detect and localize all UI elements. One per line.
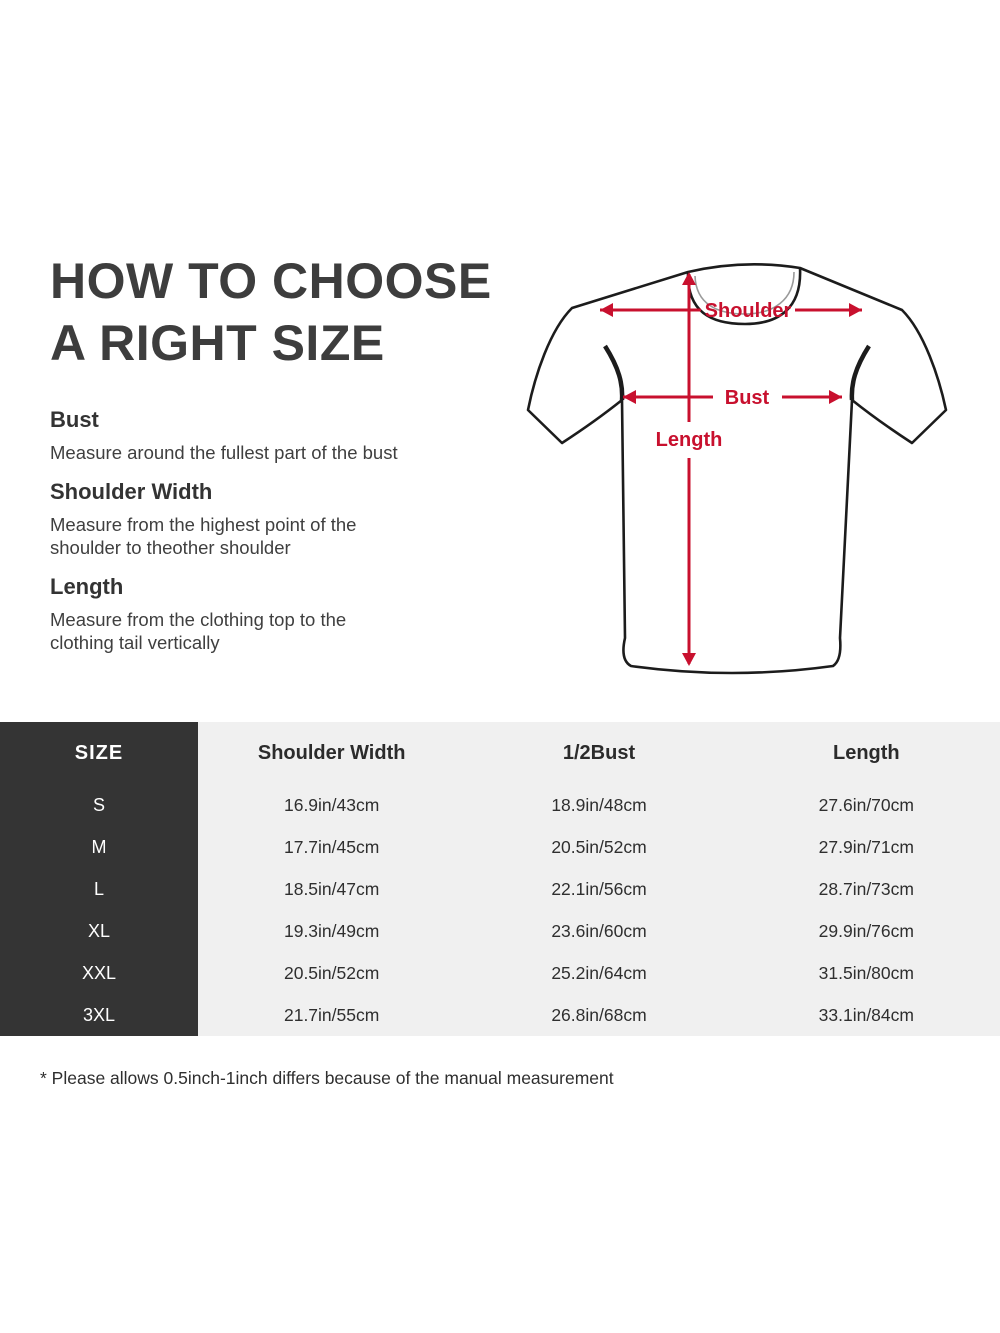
- cell-xxl-shoulder: 20.5in/52cm: [283, 962, 380, 983]
- cell-xl-bust: 23.6in/60cm: [551, 920, 647, 941]
- size-label-m: M: [0, 826, 198, 868]
- cell-3xl-shoulder: 21.7in/55cm: [283, 1004, 380, 1025]
- instruction-bust: [50, 407, 480, 464]
- bust-arrow-label: Bust: [724, 387, 770, 409]
- cell-3xl-length: 33.1in/84cm: [818, 1004, 914, 1025]
- size-table-header-row: [0, 722, 1000, 784]
- tshirt-measurement-diagram: [515, 250, 955, 690]
- cell-xl-shoulder: 19.3in/49cm: [283, 920, 380, 941]
- header-half-bust: 1/2Bust: [562, 741, 636, 764]
- instruction-bust-heading: Bust: [50, 407, 99, 432]
- instruction-shoulder-heading: Shoulder Width: [50, 479, 213, 504]
- cell-m-bust: 20.5in/52cm: [551, 836, 647, 857]
- measurement-disclaimer: * Please allows 0.5inch-1inch differs because of the manual measurement: [40, 1068, 614, 1088]
- length-arrow-label: Length: [655, 429, 723, 451]
- size-label-xl: XL: [0, 910, 198, 952]
- cell-s-bust: 18.9in/48cm: [551, 794, 647, 815]
- table-row-l: [0, 868, 1000, 910]
- cell-s-length: 27.6in/70cm: [818, 794, 914, 815]
- cell-xxl-bust: 25.2in/64cm: [551, 962, 647, 983]
- instruction-shoulder-width: [50, 479, 480, 559]
- shoulder-arrow-label: Shoulder: [704, 300, 792, 322]
- tshirt-outline-icon: [528, 264, 946, 673]
- page-title-line2: A RIGHT SIZE: [50, 315, 385, 371]
- page-title: [50, 250, 492, 374]
- cell-s-shoulder: 16.9in/43cm: [283, 794, 380, 815]
- cell-xxl-length: 31.5in/80cm: [818, 962, 914, 983]
- cell-m-shoulder: 17.7in/45cm: [283, 836, 380, 857]
- tshirt-diagram-svg: [515, 250, 955, 690]
- table-row-xxl: [0, 952, 1000, 994]
- size-table: [0, 722, 1000, 1036]
- table-row-m: [0, 826, 1000, 868]
- size-label-l: L: [0, 868, 198, 910]
- size-label-3xl: 3XL: [0, 994, 198, 1036]
- instruction-length-text-line2: clothing tail vertically: [50, 632, 220, 653]
- instruction-length-heading: Length: [50, 574, 124, 599]
- table-row-s: [0, 784, 1000, 826]
- instruction-shoulder-text-line2: shoulder to theother shoulder: [50, 537, 291, 558]
- instruction-length: [50, 574, 480, 654]
- cell-3xl-bust: 26.8in/68cm: [551, 1004, 647, 1025]
- measurement-instructions: [50, 407, 480, 669]
- header-size: SIZE: [0, 722, 198, 784]
- cell-l-bust: 22.1in/56cm: [551, 878, 647, 899]
- instruction-shoulder-text-line1: Measure from the highest point of the: [50, 514, 357, 535]
- cell-xl-length: 29.9in/76cm: [818, 920, 914, 941]
- instruction-bust-text: Measure around the fullest part of the bust: [50, 442, 398, 463]
- header-length: Length: [832, 741, 900, 764]
- cell-m-length: 27.9in/71cm: [818, 836, 914, 857]
- size-label-s: S: [0, 784, 198, 826]
- page-title-line1: HOW TO CHOOSE: [50, 253, 492, 309]
- table-row-3xl: [0, 994, 1000, 1036]
- cell-l-length: 28.7in/73cm: [818, 878, 914, 899]
- header-shoulder-width: Shoulder Width: [257, 741, 406, 764]
- cell-l-shoulder: 18.5in/47cm: [283, 878, 380, 899]
- size-label-xxl: XXL: [0, 952, 198, 994]
- instruction-length-text-line1: Measure from the clothing top to the: [50, 609, 347, 630]
- table-row-xl: [0, 910, 1000, 952]
